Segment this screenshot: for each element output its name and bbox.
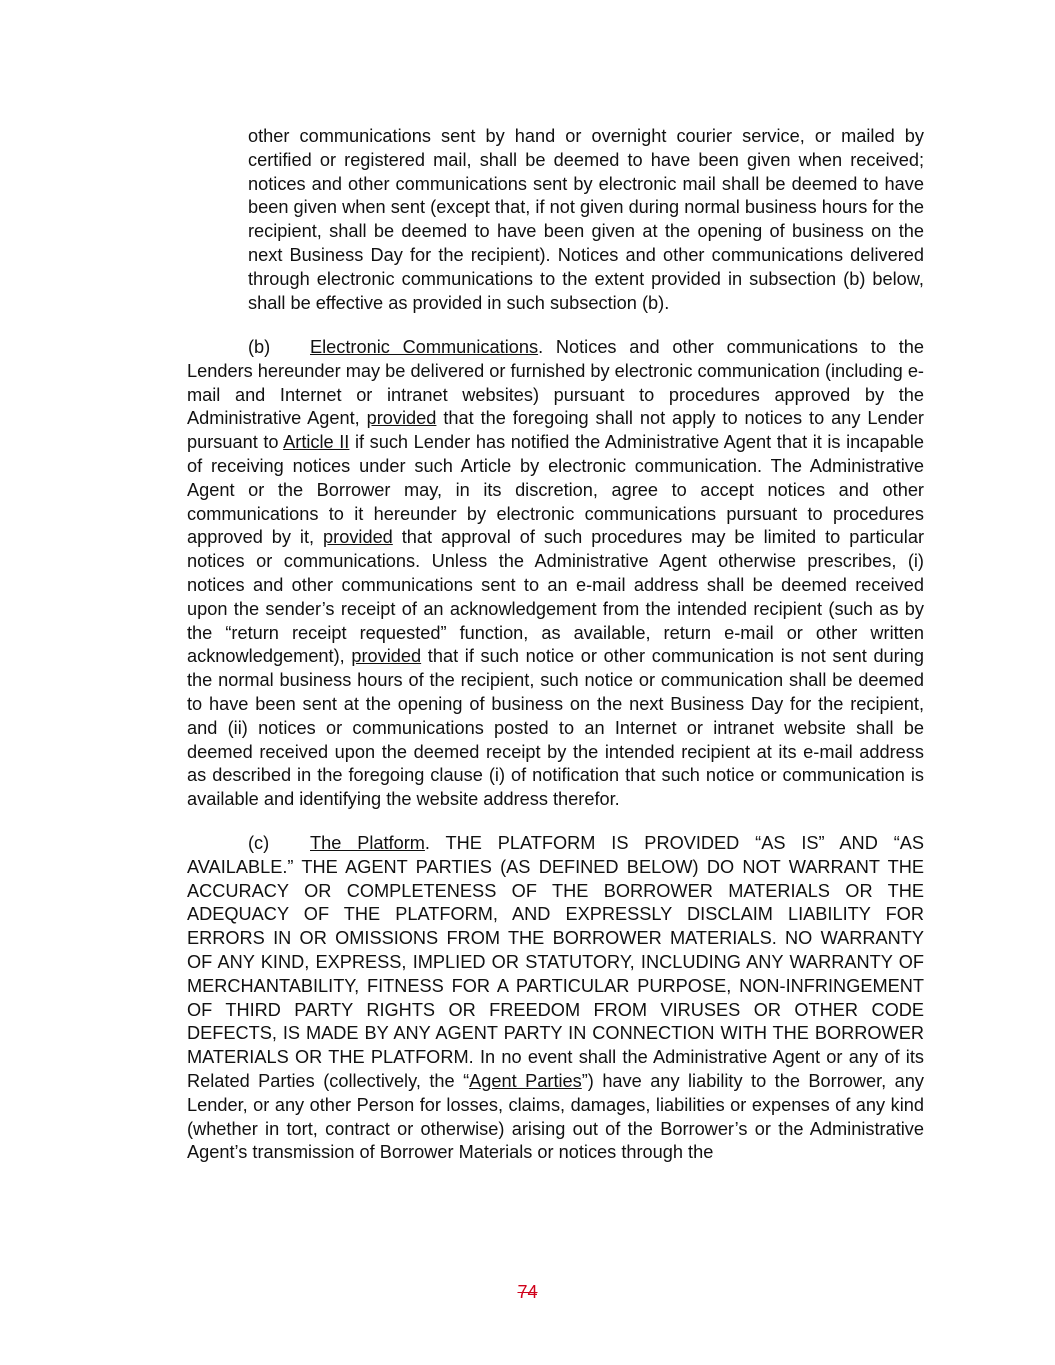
paragraph-b-text-4: that approval of such procedures may be limited to particular notices or communications. Unless the Administrative Agent otherwise prescribes, (i) notices and other communications sent to an e-mail address shall be deemed received upon the sender’s receipt of an acknowledgement from the intended recipient (such as by the “return receipt requested” function, as available, return e-mail or other written acknowledgement),: [187, 527, 925, 667]
paragraph-a-text: other communications sent by hand or overnight courier service, or mailed by certified or registered mail, shall be deemed to have been given when received; notices and other communications sent by electronic mail shall be deemed to have been given when sent (except that, if not given during normal business hours for the recipient, shall be deemed to have been given at the opening of business on the next Business Day for the recipient). Notices and other communications delivered through electronic communications to the extent provided in subsection (b) below, shall be effective as provided in such subsection (b).: [248, 126, 924, 313]
paragraph-c-text-2: ”) have any liability to the Borrower, any Lender, or any other Person for losses, claims, damages, liabilities or expenses of any kind (whether in tort, contract or otherwise) arising out of the Borrower’s or the Administrative Agent’s transmission of Borrower Materials or notices through the: [187, 1070, 924, 1163]
paragraph-b-text-5: that if such notice or other communication is not sent during the normal business hours of the recipient, such notice or communication shall be deemed to have been sent at the opening of business on the next Business Day for the recipient, and (ii) notices or communications posted to an Internet or intranet website shall be deemed received upon the deemed receipt by the intended recipient at its e-mail address as described in the foregoing clause (i) of notification that such notice or communication is available and identifying the website address therefor.: [187, 646, 924, 810]
article-ii-reference: Article II: [283, 432, 350, 453]
paragraph-c-label: (c): [248, 833, 270, 853]
paragraph-c-the-platform: [187, 832, 924, 1165]
paragraph-b-text-1: . Notices and other communications to the Lenders hereunder may be delivered or furnished by electronic communication (including e-mail and Internet or intranet websites) pursuant to procedures approved by the Administrative Agent,: [187, 337, 924, 429]
page-number: 74: [517, 1282, 538, 1302]
agent-parties-term: Agent Parties: [469, 1070, 582, 1091]
paragraph-c-heading: The Platform: [310, 833, 425, 853]
provided-term-1: provided: [366, 408, 437, 429]
paragraph-b-heading: Electronic Communications: [310, 337, 539, 357]
paragraph-c-text-1: . THE PLATFORM IS PROVIDED “AS IS” AND “AS AVAILABLE.” THE AGENT PARTIES (AS DEFINED BELOW) DO NOT WARRANT THE ACCURACY OR COMPLETENESS OF THE BORROWER MATERIALS OR THE ADEQUACY OF THE PLATFORM, AND EXPRESSLY DISCLAIM LIABILITY FOR ERRORS IN OR OMISSIONS FROM THE BORROWER MATERIALS. NO WARRANTY OF ANY KIND, EXPRESS, IMPLIED OR STATUTORY, INCLUDING ANY WARRANTY OF MERCHANTABILITY, FITNESS FOR A PARTICULAR PURPOSE, NON-INFRINGEMENT OF THIRD PARTY RIGHTS OR FREEDOM FROM VIRUSES OR OTHER CODE DEFECTS, IS MADE BY ANY AGENT PARTY IN CONNECTION WITH THE BORROWER MATERIALS OR THE PLATFORM. In no event shall the Administrative Agent or any of its Related Parties (collectively, the “: [187, 833, 925, 1091]
paragraph-b-text-2: that the foregoing shall not apply to notices to any Lender pursuant to: [187, 408, 924, 453]
paragraph-a-continuation: [248, 125, 924, 315]
provided-term-2: provided: [323, 527, 393, 548]
paragraph-b-electronic-communications: [187, 336, 924, 812]
provided-term-3: provided: [351, 646, 422, 667]
paragraph-b-label: (b): [248, 337, 271, 357]
paragraph-b-text-3: if such Lender has notified the Administrative Agent that it is incapable of receiving notices under such Article by electronic communication. The Administrative Agent or the Borrower may, in its discretion, agree to accept notices and other communications to it hereunder by electronic communications pursuant to procedures approved by it,: [187, 432, 924, 548]
